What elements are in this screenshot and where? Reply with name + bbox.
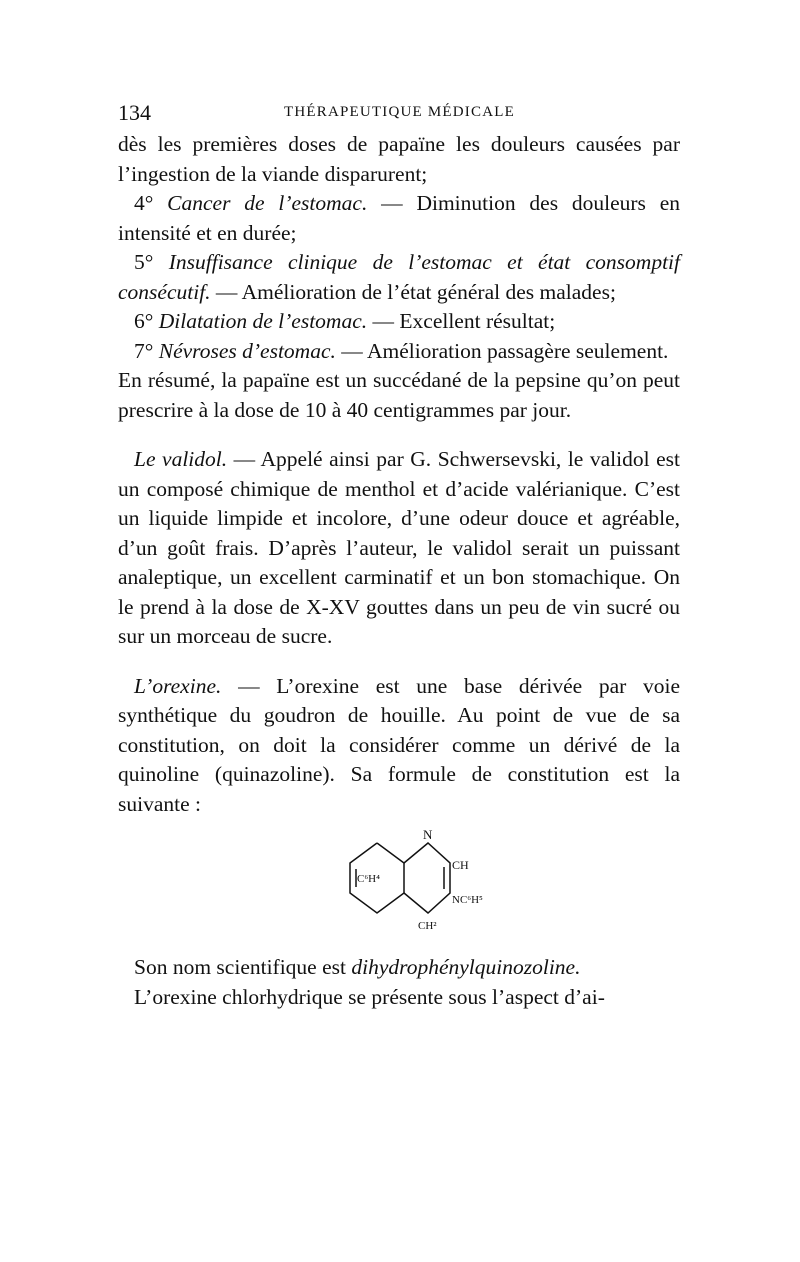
item-text: — Amélioration passagère seulement. (341, 338, 669, 363)
list-item-4 (118, 189, 680, 248)
running-head (118, 100, 680, 130)
item-title: Cancer de l’estomac. (167, 191, 368, 215)
section-text-validol: — Appelé ainsi par G. Schwersevski, le validol est un composé chimique de menthol et d’acide valérianique. C’est un liquide limpide et incolore, d’une odeur douce et agréable, d’un goût frais. D’après l’auteur, le validol serait un puissant analeptique, un excellent carminatif et un bon stomachique. On le prend à la dose de X-XV gouttes dans un peu de vin sucré ou sur un morceau de sucre. (118, 447, 681, 648)
item-title: Insuffisance clinique de l’estomac et état consomptif consécutif. (118, 250, 680, 304)
paragraph-orexine (118, 672, 680, 820)
item-number: 6° (134, 309, 154, 333)
paragraph-scientific-name (118, 953, 680, 983)
item-text: — Amélioration de l’état général des malades; (215, 279, 616, 304)
item-text: — Excellent résultat; (372, 309, 556, 333)
c6h4-label: C⁶H⁴ (357, 873, 380, 885)
quinazoline-ring-diagram (324, 825, 484, 953)
body-text (118, 130, 680, 1012)
structural-formula (118, 825, 680, 953)
item-number: 5° (134, 250, 154, 274)
item-title: Dilatation de l’estomac. (158, 309, 368, 333)
item-title: Névroses d’estomac. (158, 338, 336, 363)
list-item-5 (118, 248, 680, 307)
section-title-validol: Le validol. (134, 447, 228, 471)
paragraph-last-line: L’orexine chlorhydrique se présente sous l’aspect d’ai- (134, 984, 605, 1009)
scientific-name-prefix: Son nom scientifique est (134, 955, 346, 979)
book-page (118, 100, 680, 1012)
paragraph-validol (118, 445, 680, 652)
page-number: 134 (118, 100, 151, 125)
item-number: 7° (134, 338, 154, 363)
list-item-6 (118, 307, 680, 337)
item-number: 4° (134, 191, 154, 215)
item-text: — Diminution des douleurs en intensité et en durée; (118, 191, 681, 245)
nitrogen-label: N (423, 827, 433, 842)
ch-label: CH (452, 858, 469, 872)
paragraph-resume: En résumé, la papaïne est un succédané de la pepsine qu’on peut prescrire à la dose de 10 à 40 centigrammes par jour. (118, 368, 680, 422)
section-text-orexine: — L’orexine est une base dérivée par voie synthétique du goudron de houille. Au point de vue de sa constitution, on doit la considérer comme un dérivé de la quinoline (quinazoline). Sa formule de constitution est la suivante : (118, 673, 680, 816)
paragraph-papaine-continuation: dès les premières doses de papaïne les douleurs causées par l’ingestion de la viande disparurent; (118, 132, 680, 186)
nc6h5-label: NC⁶H⁵ (452, 894, 483, 906)
running-title: THÉRAPEUTIQUE MÉDICALE (284, 104, 515, 120)
section-title-orexine: L’orexine. (134, 673, 222, 698)
list-item-7 (118, 337, 680, 367)
scientific-name: dihydrophénylquinozoline. (351, 955, 581, 979)
right-ring (404, 843, 450, 913)
ch2-label: CH² (418, 920, 437, 932)
